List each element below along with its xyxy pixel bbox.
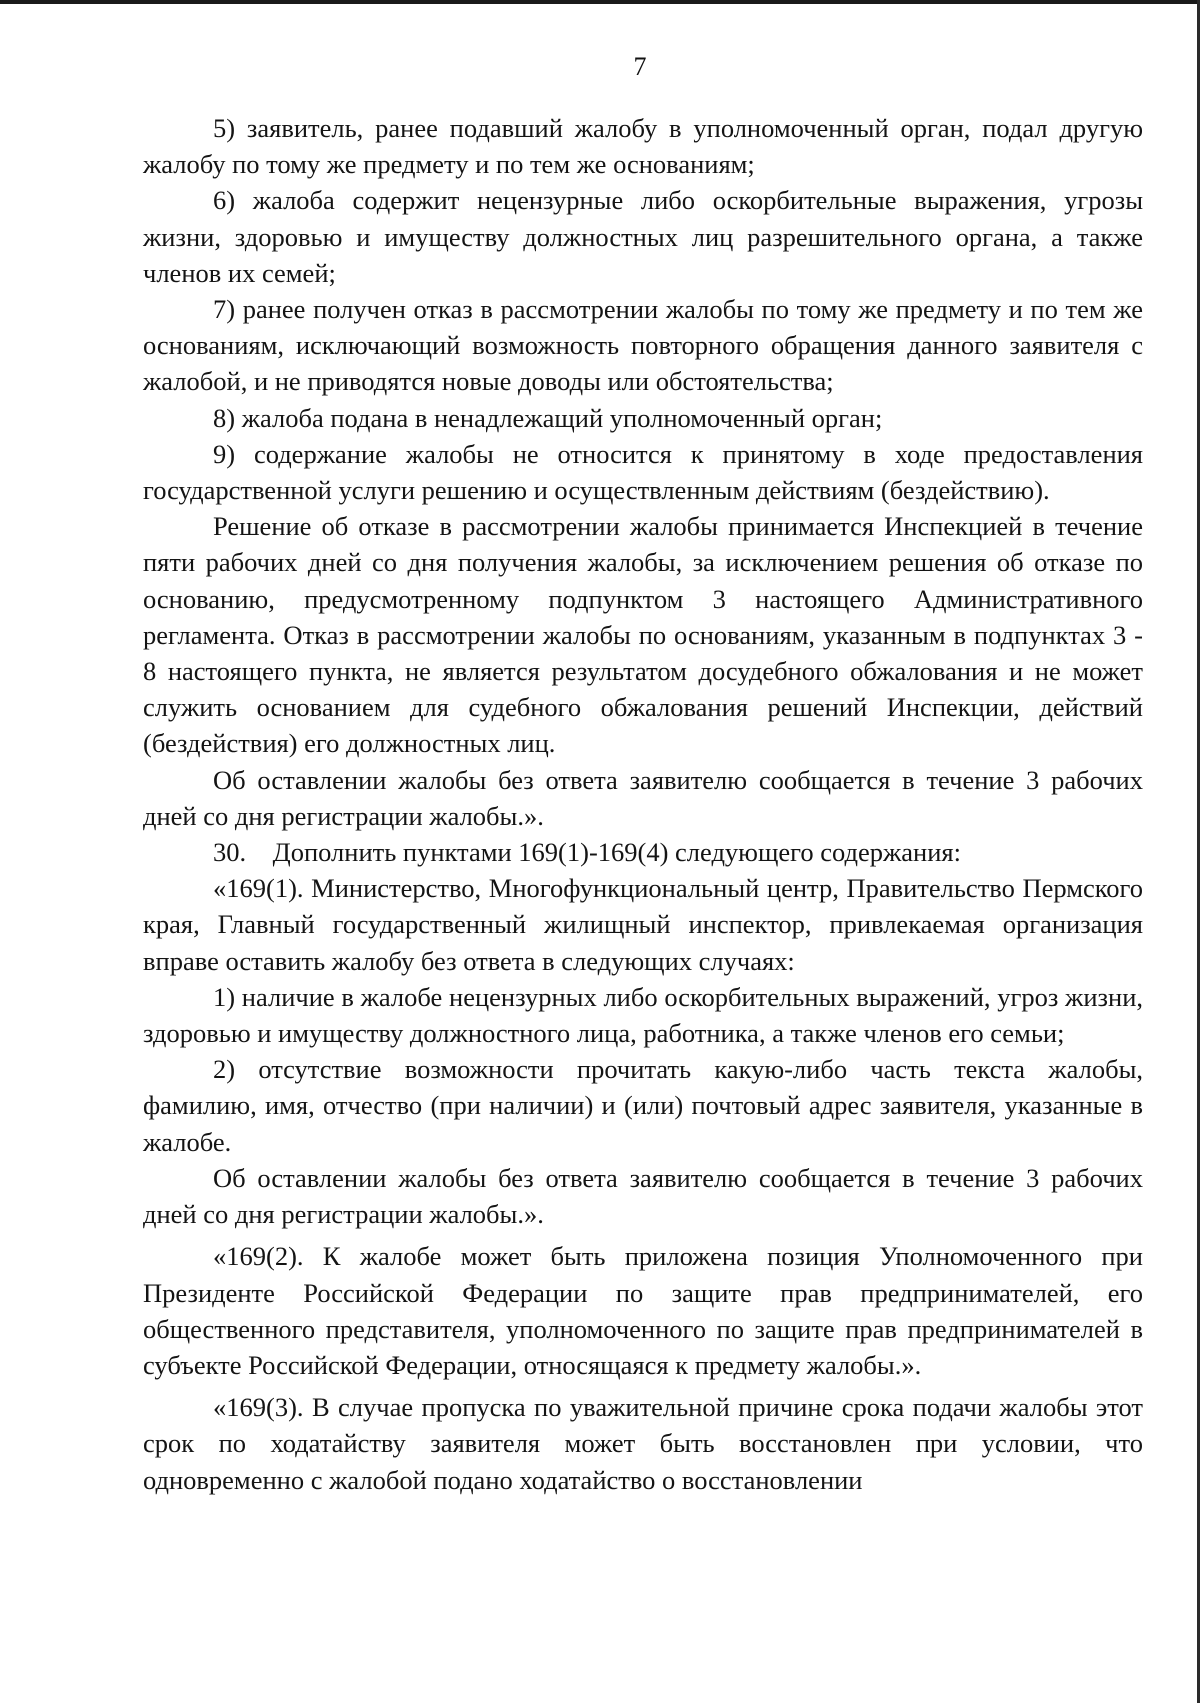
paragraph-item-8: 8) жалоба подана в ненадлежащий уполномоченный орган; xyxy=(213,402,883,433)
page-number: 7 xyxy=(633,52,647,81)
paragraph-169-2: «169(2). К жалобе может быть приложена позиция Уполномоченного при Президенте Российской Федерации по защите прав предпринимателей, его общественного представителя, уполномоченного по защите прав предпринимателей в субъекте Российской Федерации, относящаяся к предмету жалобы.». xyxy=(143,1241,1143,1380)
paragraph-clause-30: 30. Дополнить пунктами 169(1)-169(4) следующего содержания: xyxy=(213,837,961,868)
scan-edge-top xyxy=(0,0,1200,4)
document-body xyxy=(143,110,1143,1498)
paragraph-item-7: 7) ранее получен отказ в рассмотрении жалобы по тому же предмету и по тем же основаниям, исключающий возможность повторного обращения данного заявителя с жалобой, и не приводятся новые доводы или обстоятельства; xyxy=(143,294,1143,397)
paragraph-169-1-item-1: 1) наличие в жалобе нецензурных либо оскорбительных выражений, угроз жизни, здоровью и имуществу должностного лица, работника, а также членов его семьи; xyxy=(143,981,1143,1049)
paragraph-item-5: 5) заявитель, ранее подавший жалобу в уполномоченный орган, подал другую жалобу по тому же предмету и по тем же основаниям; xyxy=(143,113,1143,180)
paragraph-item-9: 9) содержание жалобы не относится к принятому в ходе предоставления государственной услуги решению и осуществленным действиям (бездействию). xyxy=(143,438,1143,506)
paragraph-refusal-decision: Решение об отказе в рассмотрении жалобы принимается Инспекцией в течение пяти рабочих дней со дня получения жалобы, за исключением решения об отказе по основанию, предусмотренному подпунктом 3 настоящего Административного регламента. Отказ в рассмотрении жалобы по основаниям, указанным в подпунктах 3 - 8 настоящего пункта, не является результатом досудебного обжалования и не может служить основанием для судебного обжалования решений Инспекции, действий (бездействия) его должностных лиц. xyxy=(143,511,1143,759)
paragraph-item-6: 6) жалоба содержит нецензурные либо оскорбительные выражения, угрозы жизни, здоровью и имуществу должностных лиц разрешительного органа, а также членов их семей; xyxy=(143,185,1143,288)
paragraph-169-3: «169(3). В случае пропуска по уважительной причине срока подачи жалобы этот срок по ходатайству заявителя может быть восстановлен при условии, что одновременно с жалобой подано ходатайство о восстановлении xyxy=(143,1392,1143,1495)
paragraph-no-answer-notice-2: Об оставлении жалобы без ответа заявителю сообщается в течение 3 рабочих дней со дня регистрации жалобы.». xyxy=(143,1162,1143,1230)
paragraph-169-1-item-2: 2) отсутствие возможности прочитать какую-либо часть текста жалобы, фамилию, имя, отчество (при наличии) и (или) почтовый адрес заявителя, указанные в жалобе. xyxy=(143,1054,1143,1157)
paragraph-no-answer-notice: Об оставлении жалобы без ответа заявителю сообщается в течение 3 рабочих дней со дня регистрации жалобы.». xyxy=(143,764,1143,831)
paragraph-169-1: «169(1). Министерство, Многофункциональный центр, Правительство Пермского края, Главный государственный жилищный инспектор, привлекаемая организация вправе оставить жалобу без ответа в следующих случаях: xyxy=(143,873,1143,976)
